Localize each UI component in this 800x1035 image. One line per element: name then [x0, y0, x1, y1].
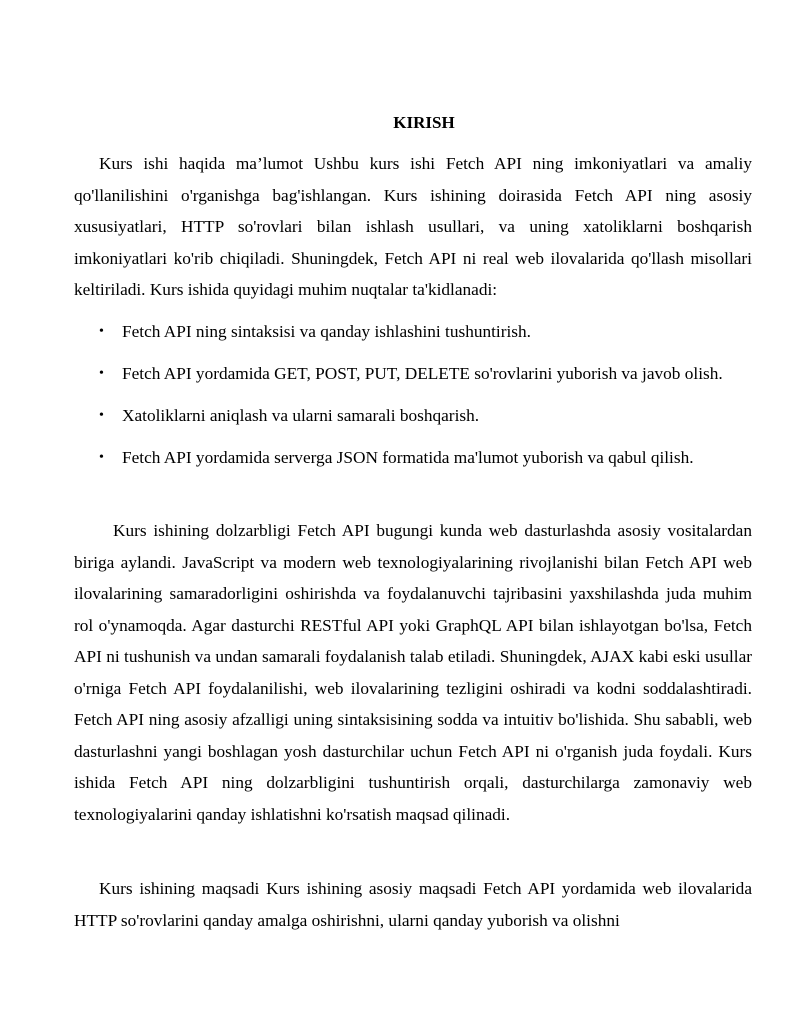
list-item: [74, 358, 742, 389]
bullet-list: [74, 316, 752, 484]
bullet-icon: •: [99, 366, 104, 381]
list-item-text: Fetch API ning sintaksisi va qanday ishlashini tushuntirish.: [122, 322, 531, 341]
bullet-icon: •: [99, 324, 104, 339]
list-item-text: Fetch API yordamida GET, POST, PUT, DELETE so'rovlarini yuborish va javob olish.: [122, 364, 723, 383]
list-item-text: Xatoliklarni aniqlash va ularni samarali boshqarish.: [122, 406, 480, 425]
bullet-icon: •: [99, 450, 104, 465]
relevance-paragraph: Kurs ishining dolzarbligi Fetch API bugungi kunda web dasturlashda asosiy vositalardan biriga aylandi. JavaScript va modern web texnologiyalarining rivojlanishi bilan Fetch API web ilovalarining samaradorligini oshirishda va foydalanuvchi tajribasini yaxshilashda juda muhim rol o'ynamoqda. Agar dasturchi RESTful API yoki GraphQL API bilan ishlayotgan bo'lsa, Fetch API ni tushunish va undan samarali foydalanish talab etiladi. Shuningdek, AJAX kabi eski usullar o'rniga Fetch API foydalanilishi, web ilovalarining tezligini oshiradi va kodni soddalashtiradi. Fetch API ning asosiy afzalligi uning sintaksisining sodda va intuitiv bo'lishida. Shu sababli, web dasturlashni yangi boshlagan yosh dasturchilar uchun Fetch API ni o'rganish juda foydali. Kurs ishida Fetch API ning dolzarbligini tushuntirish orqali, dasturchilarga zamonaviy web texnologiyalarini qanday ishlatishni ko'rsatish maqsad qilinadi.: [74, 521, 752, 824]
list-item: [74, 442, 742, 473]
bullet-icon: •: [99, 408, 104, 423]
goal-paragraph: Kurs ishining maqsadi Kurs ishining asosiy maqsadi Fetch API yordamida web ilovalarida HTTP so'rovlarini qanday amalga oshirishni, ularni qanday yuborish va olishni: [74, 879, 752, 930]
intro-paragraph: Kurs ishi haqida ma’lumot Ushbu kurs ishi Fetch API ning imkoniyatlari va amaliy qo'llanilishini o'rganishga bag'ishlangan. Kurs ishining doirasida Fetch API ning asosiy xususiyatlari, HTTP so'rovlari bilan ishlash usullari, va uning xatoliklarni boshqarish imkoniyatlari ko'rib chiqiladi. Shuningdek, Fetch API ni real web ilovalarida qo'llash misollari keltiriladi. Kurs ishida quyidagi muhim nuqtalar ta'kidlanadi:: [74, 154, 752, 299]
page-title: KIRISH: [393, 113, 455, 132]
list-item: [74, 316, 742, 347]
list-item: [74, 400, 742, 431]
list-item-text: Fetch API yordamida serverga JSON formatida ma'lumot yuborish va qabul qilish.: [122, 448, 694, 467]
